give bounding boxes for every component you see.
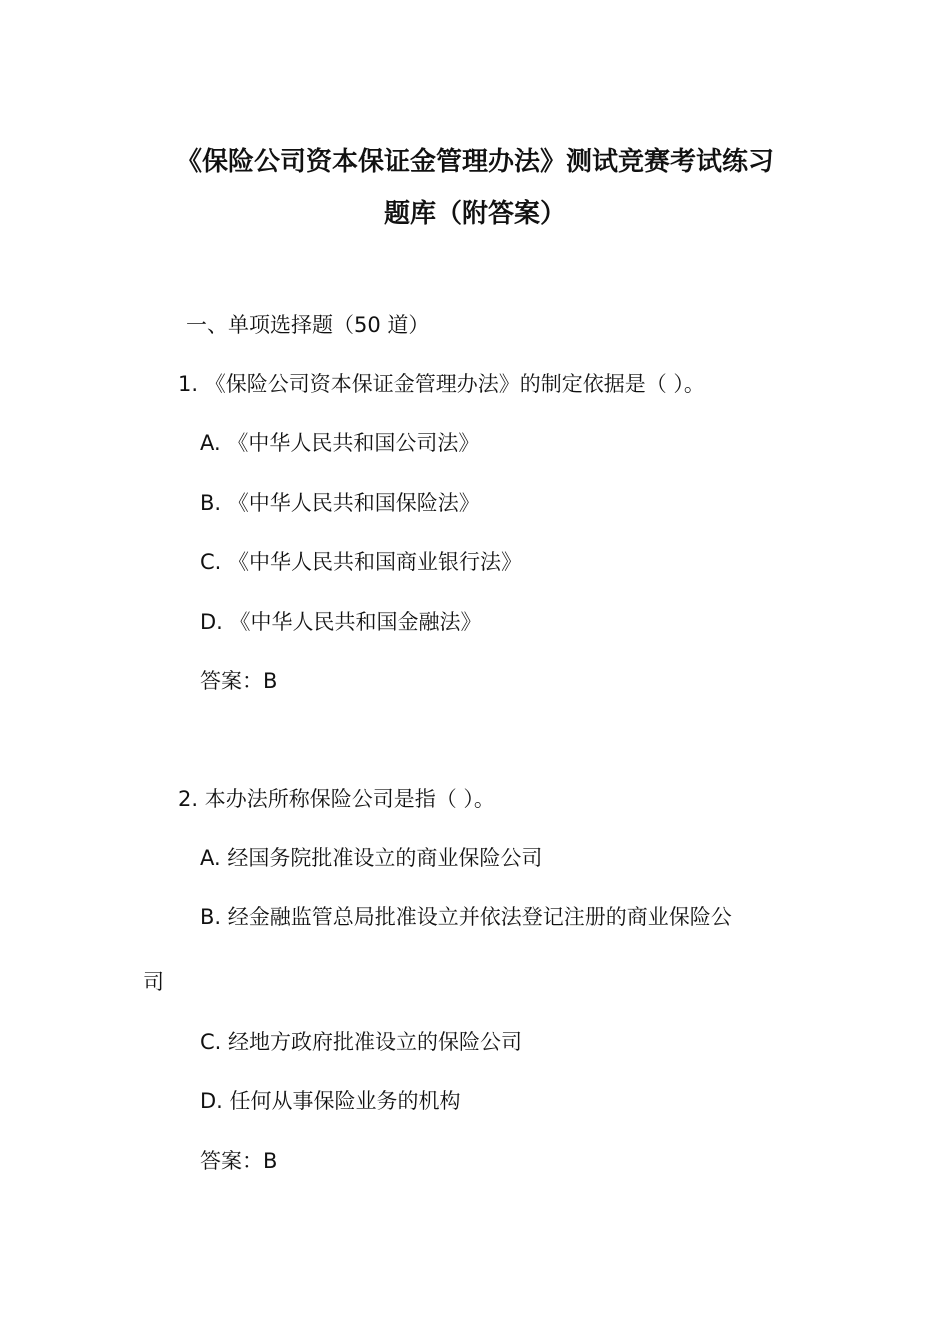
- section-heading: 一、单项选择题（50 道）: [186, 313, 430, 337]
- question-1-stem: 1. 《保险公司资本保证金管理办法》的制定依据是（ ）。: [178, 372, 705, 396]
- question-1-option-b: B. 《中华人民共和国保险法》: [200, 491, 480, 515]
- question-1-option-d: D. 《中华人民共和国金融法》: [200, 610, 482, 634]
- question-2-option-a: A. 经国务院批准设立的商业保险公司: [200, 846, 543, 870]
- question-1-answer: 答案：B: [200, 669, 278, 693]
- question-2-option-d: D. 任何从事保险业务的机构: [200, 1089, 461, 1113]
- question-2-option-c: C. 经地方政府批准设立的保险公司: [200, 1030, 523, 1054]
- question-2-option-b: B. 经金融监管总局批准设立并依法登记注册的商业保险公: [200, 905, 732, 929]
- question-2-answer: 答案：B: [200, 1149, 278, 1173]
- question-2-stem: 2. 本办法所称保险公司是指（ ）。: [178, 787, 495, 811]
- question-1-option-a: A. 《中华人民共和国公司法》: [200, 431, 480, 455]
- question-1-option-c: C. 《中华人民共和国商业银行法》: [200, 550, 523, 574]
- question-2-option-b-continued: 司: [143, 970, 164, 994]
- title-line-1: 《保险公司资本保证金管理办法》测试竞赛考试练习: [175, 147, 774, 177]
- document-title: [120, 136, 830, 240]
- title-line-2: 题库（附答案）: [383, 199, 566, 229]
